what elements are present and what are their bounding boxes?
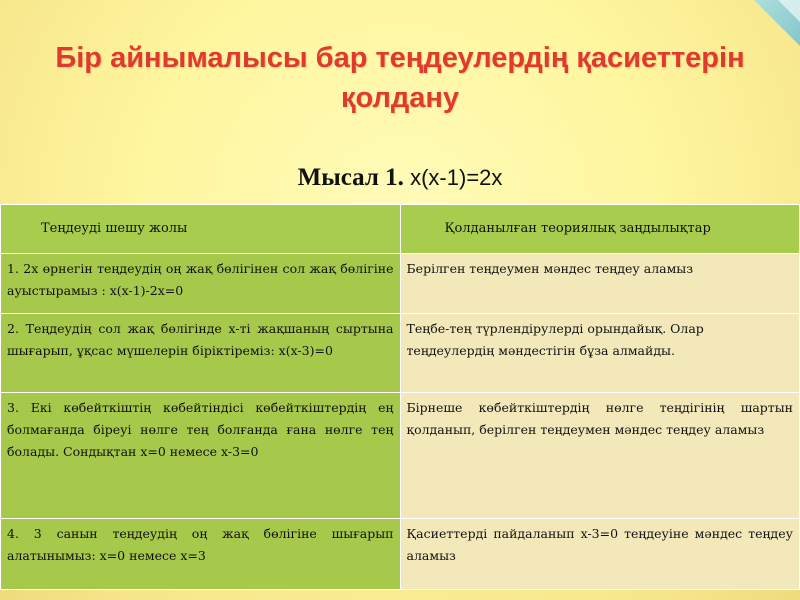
table-row xyxy=(1,254,800,313)
table-row xyxy=(1,518,800,589)
step-cell: 4. 3 санын теңдеудің оң жақ бөлігіне шығарып алатынымыз: x=0 немесе x=3 xyxy=(1,518,401,589)
step-cell: 2. Теңдеудің сол жақ бөлігінде x-ті жақшаның сыртына шығарып, ұқсас мүшелерін біріктіреміз: x(x-3)=0 xyxy=(1,313,401,392)
theory-cell: Берілген теңдеумен мәндес теңдеу аламыз xyxy=(400,254,800,313)
example-label: Мысал 1. xyxy=(297,164,404,191)
table-header-row xyxy=(1,205,800,254)
theory-cell: Қасиеттерді пайдаланып x-3=0 теңдеуіне мәндес теңдеу аламыз xyxy=(400,518,800,589)
step-cell: 1. 2x өрнегін теңдеудің оң жақ бөлігінен сол жақ бөлігіне ауыстырамыз : x(x-1)-2x=0 xyxy=(1,254,401,313)
theory-cell: Бірнеше көбейткіштердің нөлге теңдігінің шартын қолданып, берілген теңдеумен мәндес теңдеу аламыз xyxy=(400,392,800,518)
header-steps: Теңдеуді шешу жолы xyxy=(1,205,401,254)
solution-table xyxy=(0,204,800,590)
slide-title: Бір айнымалысы бар теңдеулердің қасиеттерін қолдану xyxy=(55,42,745,114)
theory-cell: Теңбе-тең түрлендірулерді орындайық. Олар теңдеулердің мәндестігін бұза алмайды. xyxy=(400,313,800,392)
header-theory: Қолданылған теориялық заңдылықтар xyxy=(400,205,800,254)
table-row xyxy=(1,313,800,392)
table-row xyxy=(1,392,800,518)
example-equation: x(x-1)=2x xyxy=(410,165,503,190)
step-cell: 3. Екі көбейткіштің көбейтіндісі көбейткіштердің ең болмағанда біреуі нөлге тең болғанда ғана нөлге тең болады. Сондықтан x=0 немесе x-3=0 xyxy=(1,392,401,518)
example-line xyxy=(0,164,800,192)
